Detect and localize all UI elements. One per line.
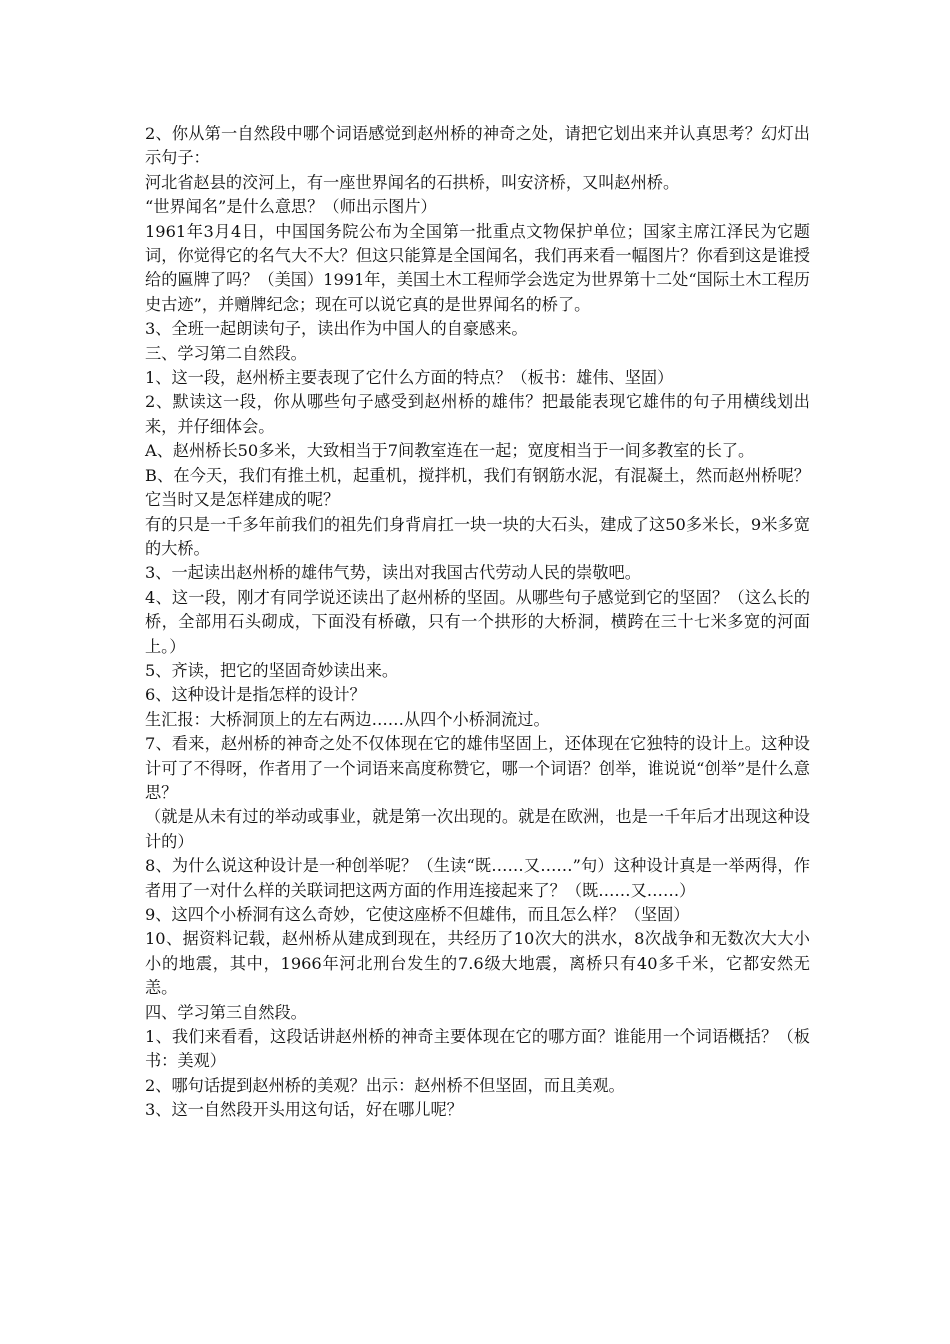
paragraph-ancestors: 有的只是一千多年前我们的祖先们身背肩扛一块一块的大石头，建成了这50多米长，9米多宽的大桥。 — [145, 514, 810, 558]
paragraph-s3-item-9: 9、这四个小桥洞有这么奇妙，它使这座桥不但雄伟，而且怎么样？（坚固） — [145, 905, 690, 924]
paragraph-s3-item-5: 5、齐读，把它的坚固奇妙读出来。 — [145, 660, 399, 680]
section-heading-4: 四、学习第三自然段。 — [145, 1002, 307, 1022]
paragraph-s3-item-8: 8、为什么说这种设计是一种创举呢？（生读“既……又……”句）这种设计真是一举两得，作者用了一对什么样的关联词把这两方面的作用连接起来了？（既……又……） — [145, 856, 810, 900]
paragraph-innovation-note: （就是从未有过的举动或事业，就是第一次出现的。就是在欧洲，也是一千年后才出现这种设计的） — [145, 807, 810, 851]
paragraph-s3-item-3: 3、一起读出赵州桥的雄伟气势，读出对我国古代劳动人民的崇敬吧。 — [145, 563, 641, 583]
paragraph-question-2: 2、你从第一自然段中哪个词语感觉到赵州桥的神奇之处，请把它划出来并认真思考？幻灯出示句子： — [145, 124, 810, 168]
paragraph-s4-item-3: 3、这一自然段开头用这句话，好在哪儿呢？ — [145, 1100, 463, 1120]
paragraph-s3-item-7: 7、看来，赵州桥的神奇之处不仅体现在它的雄伟坚固上，还体现在它独特的设计上。这种设计可了不得呀，作者用了一个词语来高度称赞它，哪一个词语？创举，谁说说“创举”是什么意思？ — [145, 734, 810, 802]
paragraph-s3-item-a: A、赵州桥长50多米，大致相当于7间教室连在一起；宽度相当于一间多教室的长了。 — [145, 441, 755, 461]
section-heading-3: 三、学习第二自然段。 — [145, 343, 307, 363]
paragraph-s4-item-2: 2、哪句话提到赵州桥的美观？出示：赵州桥不但坚固，而且美观。 — [145, 1075, 625, 1095]
paragraph-read-aloud: 3、全班一起朗读句子，读出作为中国人的自豪感来。 — [145, 319, 528, 339]
paragraph-s3-item-6: 6、这种设计是指怎样的设计？ — [145, 685, 366, 705]
paragraph-s3-item-10: 10、据资料记载，赵州桥从建成到现在，共经历了10次大的洪水，8次战争和无数次大大小小的地震，其中，1966年河北刑台发生的7.6级大地震，离桥只有40多千米，它都安然无恙。 — [145, 929, 810, 998]
paragraph-s3-item-4: 4、这一段，刚才有同学说还读出了赵州桥的坚固。从哪些句子感觉到它的坚固？（这么长的桥，全部用石头砌成，下面没有桥礅，只有一个拱形的大桥洞，横跨在三十七米多宽的河面上。） — [145, 587, 810, 656]
paragraph-s3-item-2: 2、默读这一段，你从哪些句子感受到赵州桥的雄伟？把最能表现它雄伟的句子用横线划出来，并仔细体会。 — [145, 392, 810, 436]
paragraph-history: 1961年3月4日，中国国务院公布为全国第一批重点文物保护单位；国家主席江泽民为它题词，你觉得它的名气大不大？但这只能算是全国闻名，我们再来看一幅图片？你看到这是谁授给的匾牌了吗？（美国）1991年，美国土木工程师学会选定为世界第十二处“国际土木工程历史古迹”，并赠牌纪念；现在可以说它真的是世界闻名的桥了。 — [145, 221, 810, 314]
document-page — [145, 122, 810, 1123]
paragraph-s3-item-b: B、在今天，我们有推土机，起重机，搅拌机，我们有钢筋水泥，有混凝土，然而赵州桥呢？它当时又是怎样建成的呢？ — [145, 465, 810, 510]
paragraph-slide-sentence: 河北省赵县的洨河上，有一座世界闻名的石拱桥，叫安济桥，又叫赵州桥。 — [145, 172, 680, 192]
paragraph-s4-item-1: 1、我们来看看，这段话讲赵州桥的神奇主要体现在它的哪方面？谁能用一个词语概括？（板书：美观） — [145, 1027, 810, 1071]
paragraph-student-report: 生汇报：大桥洞顶上的左右两边……从四个小桥洞流过。 — [145, 709, 550, 729]
paragraph-world-famous-question: “世界闻名”是什么意思？（师出示图片） — [145, 197, 437, 217]
paragraph-s3-item-1: 1、这一段，赵州桥主要表现了它什么方面的特点？（板书：雄伟、坚固） — [145, 368, 674, 388]
